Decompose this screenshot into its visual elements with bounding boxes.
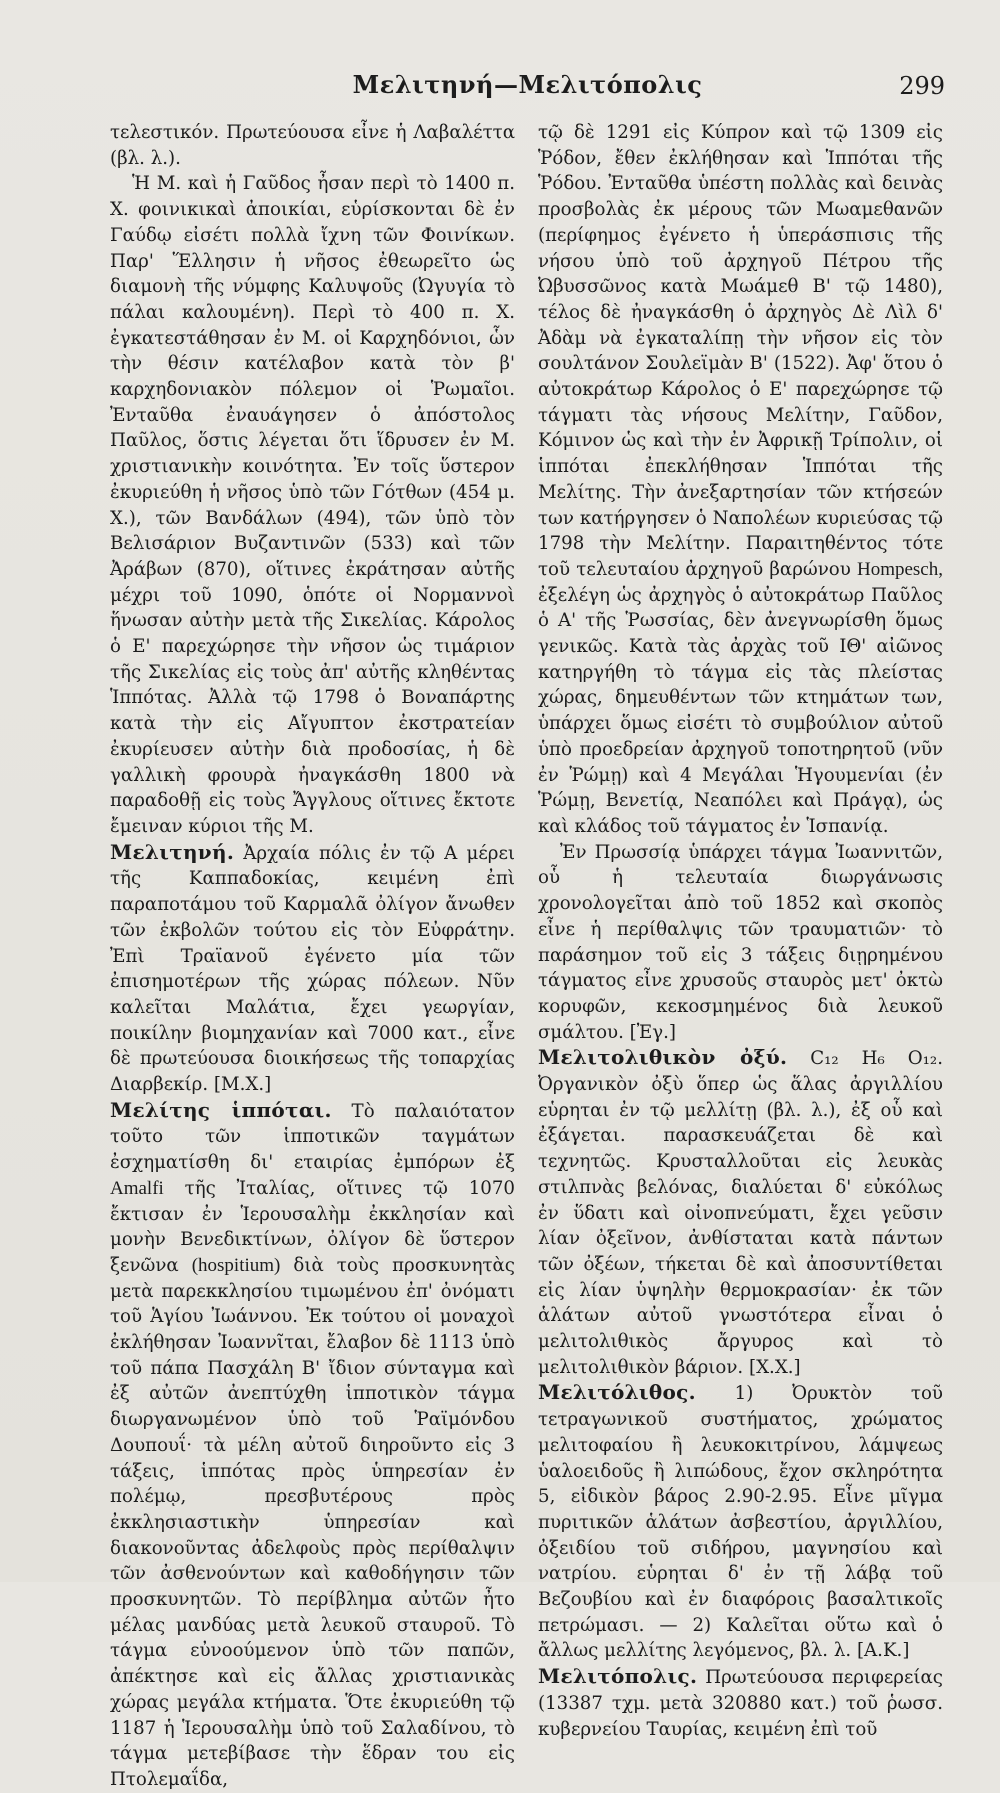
entry-text: ἐξελέγη ὡς ἀρχηγὸς ὁ αὐτοκράτωρ Παῦλος ὁ Α' τῆς Ῥωσσίας, δὲν ἀνεγνωρίσθη ὅμως γενικῶς. Κατὰ τὰς ἀρχὰς τοῦ ΙΘ' αἰῶνος κατηργήθη τὸ τάγμα εἰς τὰς πλείστας χώρας, δημευθέντων τῶν κτημάτων των, ὑπάρχει ὅμως εἰσέτι τὸ συμβούλιον αὐτοῦ ὑπὸ προεδρείαν ἀρχηγοῦ τοποτηρητοῦ (νῦν ἐν Ῥώμῃ) καὶ 4 Μεγάλαι Ἡγουμενίαι (ἐν Ῥώμῃ, Βενετίᾳ, Νεαπόλει καὶ Πράγᾳ), ὡς καὶ κλάδος τοῦ τάγματος ἐν Ἱσπανίᾳ. xyxy=(538,584,943,837)
headword: Μελιτόπολις. xyxy=(538,1664,698,1689)
chemical-formula: C₁₂ H₆ O₁₂. xyxy=(787,1048,943,1070)
entry-melitopol xyxy=(538,1664,943,1742)
latin-word: Amalfi xyxy=(110,1177,164,1199)
latin-word: (hospitium) xyxy=(191,1254,281,1276)
entry-text: τῆς Ἰταλίας, οἵτινες τῷ 1070 ἔκτισαν ἐν Ἱερουσαλὴμ ἐκκλησίαν καὶ μονὴν Βενεδικτίνων, ὀλίγον δὲ ὕστερον ξενῶνα xyxy=(110,1177,515,1276)
entry-text: Ἀρχαία πόλις ἐν τῷ Α μέρει τῆς Καππαδοκίας, κειμένη ἐπὶ παραποτάμου τοῦ Καρμαλᾶ ὀλίγον ἄνωθεν τῶν ἐκβολῶν τούτου εἰς τὸν Εὐφράτην. Ἐπὶ Τραϊανοῦ ἐγένετο μία τῶν ἐπισημοτέρων τῆς χώρας πόλεων. Νῦν καλεῖται Μαλάτια, ἔχει γεωργίαν, ποικίλην βιομηχανίαν καὶ 7000 κατ., εἶνε δὲ πρωτεύουσα διοικήσεως τῆς τοπαρχίας Διαρβεκίρ. [Μ.Χ.] xyxy=(110,842,515,1096)
paragraph: τελεστικόν. Πρωτεύουσα εἶνε ἡ Λαβαλέττα (βλ. λ.). xyxy=(110,122,515,169)
entry-melilite xyxy=(538,1380,943,1664)
page-number: 299 xyxy=(899,72,945,100)
headword: Μελιτολιθικὸν ὀξύ. xyxy=(538,1045,788,1070)
entry-melitene xyxy=(110,840,515,1098)
headword: Μελίτης ἱππόται. xyxy=(110,1097,332,1122)
entry-text: Τὸ παλαιότατον τοῦτο τῶν ἱπποτικῶν ταγμάτων ἐσχηματίσθη δι' εταιρίας ἐμπόρων ἐξ xyxy=(110,1100,515,1174)
entry-text: Πρωτεύουσα περιφερείας (13387 τχμ. μετὰ 320880 κατ.) τοῦ ῥωσσ. κυβερνείου Ταυρίας, κειμένη ἐπὶ τοῦ xyxy=(538,1667,943,1740)
left-column xyxy=(110,120,515,1790)
paragraph xyxy=(538,120,943,840)
entry-mellitic-acid xyxy=(538,1045,943,1380)
latin-word: Hompesch, xyxy=(856,558,943,580)
entry-knights-of-malta xyxy=(110,1098,515,1793)
entry-text: 1) Ὀρυκτὸν τοῦ τετραγωνικοῦ συστήματος, χρώματος μελιτοφαίου ἢ λευκοκιτρίνου, λάμψεως ὑαλοειδοῦς ἢ λιπώδους, ἔχον σκληρότητα 5, εἰδικὸν βάρος 2.90-2.95. Εἶνε μῖγμα πυριτικῶν ἁλάτων ἀσβεστίου, ἀργιλλίου, ὀξειδίου τοῦ σιδήρου, μαγνησίου καὶ νατρίου. εὑρηται δ' ἐν τῇ λάβᾳ τοῦ Βεζουβίου καὶ ἐν διαφόροις βασαλτικοῖς πετρώμασι. — 2) Καλεῖται οὕτω καὶ ὁ ἄλλως μελλίτης λεγόμενος, βλ. λ. [Α.Κ.] xyxy=(538,1383,943,1662)
entry-text: τῷ δὲ 1291 εἰς Κύπρον καὶ τῷ 1309 εἰς Ῥόδον, ἔθεν ἐκλήθησαν καὶ Ἱππόται τῆς Ῥόδου. Ἐνταῦθα ὑπέστη πολλὰς καὶ δεινὰς προσβολὰς ἐκ μέρους τῶν Μωαμεθανῶν (περίφημος ἐγένετο ἡ ὑπεράσπισις τῆς νήσου ὑπὸ τοῦ ἀρχηγοῦ Πέτρου τῆς Ὠβυσσῶνος κατὰ Μωάμεθ Β' τῷ 1480), τέλος δὲ ἠναγκάσθη ὁ ἀρχηγὸς Δὲ Λὶλ δ' Ἀδὰμ νὰ ἐγκαταλίπῃ τὴν νῆσον εἰς τὸν σουλτάνον Σουλεϊμὰν Β' (1522). Ἀφ' ὅτου ὁ αὐτοκράτωρ Κάρολος ὁ Ε' παρεχώρησε τῷ τάγματι τὰς νήσους Μελίτην, Γαῦδον, Κόμινον ὡς καὶ τὴν ἐν Ἀφρικῇ Τρίπολιν, οἱ ἱππόται ἐπεκλήθησαν Ἱππόται τῆς Μελίτης. Τὴν ἀνεξαρτησίαν τῶν κτήσεών των κατήργησεν ὁ Ναπολέων κυριεύσας τῷ 1798 τὴν Μελίτην. Παραιτηθέντος τότε τοῦ τελευταίου ἀρχηγοῦ βαρώνου xyxy=(538,122,943,580)
entry-text: Ὀργανικὸν ὀξὺ ὅπερ ὡς ἅλας ἀργιλλίου εὑρηται ἐν τῷ μελλίτῃ (βλ. λ.), ἐξ οὗ καὶ ἐξάγεται. παρασκευάζεται δὲ καὶ τεχνητῶς. Κρυσταλλοῦται εἰς λευκὰς στιλπνὰς βελόνας, διαλύεται δ' εὐκόλως ἐν ὕδατι καὶ οἰνοπνεύματι, ἔχει γεῦσιν λίαν ὀξεῖνον, ἀνθίσταται κατὰ πάντων τῶν ὀξέων, τήκεται δὲ καὶ ἀποσυντίθεται εἰς λίαν ὑψηλὴν θερμοκρασίαν· ἐκ τῶν ἁλάτων αὐτοῦ γνωστότερα εἶναι ὁ μελιτολιθικὸς ἄργυρος καὶ τὸ μελιτολιθικὸν βάριον. [Χ.Χ.] xyxy=(538,1074,943,1378)
page-header xyxy=(110,70,945,110)
running-head: Μελιτηνή—Μελιτόπολις xyxy=(352,70,703,99)
entry-text: διὰ τοὺς προσκυνητὰς μετὰ παρεκκλησίου τιμωμένου ἐπ' ὀνόματι τοῦ Ἁγίου Ἰωάννου. Ἐκ τούτου οἱ μοναχοὶ ἐκλήθησαν Ἰωαννῖται, ἔλαβον δὲ 1113 ὑπὸ τοῦ πάπα Πασχάλη Β' ἴδιον σύνταγμα καὶ ἐξ αὐτῶν ἀνεπτύχθη ἱπποτικὸν τάγμα διωργανωμένον ὑπὸ τοῦ Ῥαϊμόνδου Δουπουΐ· τὰ μέλη αὐτοῦ διηροῦντο εἰς 3 τάξεις, ἱππότας πρὸς ὑπηρεσίαν ἐν πολέμῳ, πρεσβυτέρους πρὸς ἐκκλησιαστικὴν ὑπηρεσίαν καὶ διακονοῦντας ἀδελφοὺς πρὸς περίθαλψιν τῶν ἀσθενούντων καὶ καθοδήγησιν τῶν προσκυνητῶν. Τὸ περίβλημα αὐτῶν ἦτο μέλας μανδύας μετὰ λευκοῦ σταυροῦ. Τὸ τάγμα εὐνοούμενον ὑπὸ τῶν παπῶν, ἀπέκτησε καὶ εἰς ἄλλας χριστιανικὰς χώρας μεγάλα κτήματα. Ὅτε ἐκυριεύθη τῷ 1187 ἡ Ἱερουσαλὴμ ὑπὸ τοῦ Σαλαδίνου, τὸ τάγμα μετεβίβασε τὴν ἕδραν του εἰς Πτολεμαΐδα, xyxy=(110,1254,515,1790)
right-column xyxy=(538,120,943,1740)
headword: Μελιτόλιθος. xyxy=(538,1380,696,1405)
paragraph: Ἡ Μ. καὶ ἡ Γαῦδος ἦσαν περὶ τὸ 1400 π. Χ. φοινικικαὶ ἀποικίαι, εὑρίσκονται δὲ ἐν Γαύδῳ εἰσέτι πολλὰ ἴχνη τῶν Φοινίκων. Παρ' Ἕλλησιν ἡ νῆσος ἐθεωρεῖτο ὡς διαμονὴ τῆς νύμφης Καλυψοῦς (Ὠγυγία τὸ πάλαι καλουμένη). Περὶ τὸ 400 π. Χ. ἐγκατεστάθησαν ἐν Μ. οἱ Καρχηδόνιοι, ὧν τὴν θέσιν κατέλαβον κατὰ τὸν β' καρχηδονιακὸν πόλεμον οἱ Ῥωμαῖοι. Ἐνταῦθα ἐναυάγησεν ὁ ἀπόστολος Παῦλος, ὅστις λέγεται ὅτι ἵδρυσεν ἐν Μ. χριστιανικὴν κοινότητα. Ἐν τοῖς ὕστερον ἐκυριεύθη ἡ νῆσος ὑπὸ τῶν Γότθων (454 μ. Χ.), τῶν Βανδάλων (494), τῶν ὑπὸ τὸν Βελισάριον Βυζαντινῶν (533) καὶ τῶν Ἀράβων (870), οἵτινες ἐκράτησαν αὐτῆς μέχρι τοῦ 1090, ὁπότε οἱ Νορμαννοὶ ἥνωσαν αὐτὴν μετὰ τῆς Σικελίας. Κάρολος ὁ Ε' παρεχώρησε τὴν νῆσον ὡς τιμάριον τῆς Σικελίας εἰς τοὺς ἀπ' αὐτῆς κληθέντας Ἱππότας. Ἀλλὰ τῷ 1798 ὁ Βοναπάρτης κατὰ τὴν εἰς Αἴγυπτον ἐκστρατείαν ἐκυρίευσεν αὐτὴν διὰ προδοσίας, ἡ δὲ γαλλικὴ φρουρὰ ἠναγκάσθη 1800 νὰ παραδοθῇ εἰς τοὺς Ἄγγλους οἵτινες ἔκτοτε ἔμειναν κύριοι τῆς Μ. xyxy=(110,173,515,837)
headword: Μελιτηνή. xyxy=(110,839,235,864)
paragraph: Ἐν Πρωσσίᾳ ὑπάρχει τάγμα Ἰωαννιτῶν, οὗ ἡ τελευταία διωργάνωσις χρονολογεῖται ἀπὸ τοῦ 1852 καὶ σκοπὸς εἶνε ἡ περίθαλψις τῶν τραυματιῶν· τὸ παράσημον τοῦ εἰς 3 τάξεις διῃρημένου τάγματος εἶνε χρυσοῦς σταυρὸς μετ' ὀκτὼ κορυφῶν, κεκοσμημένος διὰ λευκοῦ σμάλτου. [Ἐγ.] xyxy=(538,841,943,1043)
